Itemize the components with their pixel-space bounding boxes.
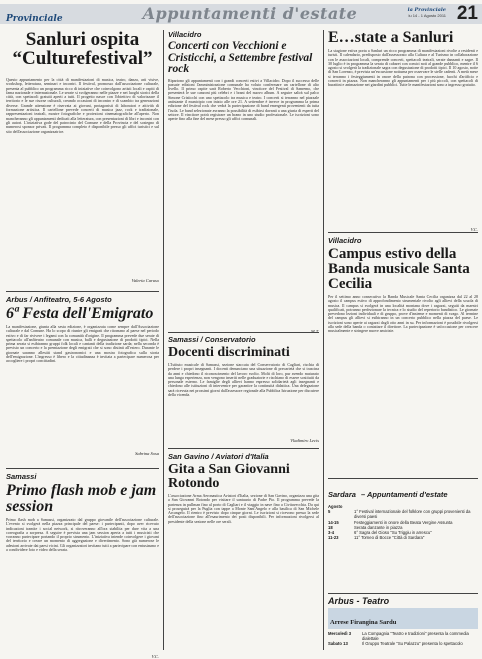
article-body: Per il settimo anno consecutivo la Banda Musicale Santa Cecilia organizza dal 22 al 28 agosto il campus estivo di approfondimento strumentale rivolto agli allievi della scuola di musica. Il campus si svolgerà in una località montana dove i ragazzi, seguiti da maestri qualificati, potranno perfezionare la tecnica e lo studio del repertorio bandistico. Le giornate prevedono lezioni individuali e di gruppo, prove d'insieme e momenti di svago. Al termine del campus gli allievi si esibiranno in un concerto pubblico nella piazza del paese. Le iscrizioni sono aperte ai ragazzi dagli otto anni in su. Per informazioni è possibile rivolgersi alla sede della banda o contattare il direttore. La partecipazione è un'occasione per crescere musicalmente e stringere nuove amicizie. [328,295,478,334]
section-title: Appuntamenti d'estate [142,4,358,23]
listing-row: 14-15 Festeggiamenti in onore della Beata Vergine Assunta [328,519,453,525]
listing-row: 11-23 11° Torneo di Bocce "Città di Sardara" [328,535,425,541]
listing-row: Agosto [328,504,343,509]
article-kicker: San Gavino / Aviatori d'Italia [168,452,269,461]
listing-sardara [328,482,478,582]
article-signature: Valeria Caruso [131,278,159,283]
listing-kicker: Arbus - Teatro [328,596,390,606]
article-title: Campus estivo della Banda musicale Santa Cecilia [328,246,470,292]
article-gita-san-giovanni [168,452,319,652]
listing-row: Mercoledì 3 La Compagnia "Teatro e tradizioni" presenta la commedia dialettale [328,631,469,642]
listing-separator: – [361,490,368,499]
article-body: La manifestazione, giunta alla sesta edizione, è organizzata come sempre dall'Associazione culturale e dal Comune. Ha lo scopo di riunire gli emigrati che ritornano al paese nel periodo estivo e di far rivivere i legami con la comunità d'origine. Il programma prevede due serate di spettacolo all'anfiteatro comunale con musica, balli e degustazione di prodotti tipici. Nella prima serata si esibiranno gruppi folk locali e cantanti della tradizione sarda; nella seconda è previsto un concerto e la premiazione degli emigrati che si sono distinti all'estero. Durante le giornate saranno allestiti stand gastronomici e una mostra fotografica sulla storia dell'emigrazione. L'ingresso è libero e la cittadinanza è invitata a partecipare numerosa per accogliere i propri concittadini. [6,325,159,364]
article-festa-emigrato [6,295,159,465]
article-divider [328,478,478,479]
article-body: Questo appuntamento per la città di manifestazioni di musica, teatro, danza, arti visive, workshop, letteratura, seminari e incontri. Il festival, promosso dall'associazione culturale, presenta al pubblico un programma ricco di iniziative che coinvolgono artisti locali e ospiti di fama nazionale e internazionale. Le serate si svolgeranno nelle piazze e nei luoghi storici della città, con spettacoli gratuiti aperti a tutti. Il progetto nasce con l'obiettivo di valorizzare il territorio e le sue risorse culturali, creando occasioni di incontro e di scambio tra generazioni diverse. Grande attenzione è riservata ai giovani, protagonisti di laboratori e attività di formazione artistica. Il cartellone prevede concerti di musica jazz, rock e tradizionale, rappresentazioni teatrali, mostre fotografiche e proiezioni cinematografiche all'aperto. Non mancheranno gli appuntamenti dedicati alla letteratura, con presentazioni di libri e incontri con gli autori. L'iniziativa gode del patrocinio del Comune e della Provincia e del sostegno di numerosi sponsor privati. Il programma completo è disponibile presso gli uffici turistici e sul sito dell'associazione organizzatrice. [6,78,159,134]
article-divider [168,448,319,449]
header-brand-sub: la Provinciale [407,7,446,13]
listing-row: 3-4 6° Sagra del Gioso "Su Triggiu in arrescu" [328,530,432,536]
article-signature: V.C. [470,227,478,232]
article-body: Primo flash mob a Samassi, organizzato dal gruppo giovanile dell'associazione culturale. L'evento si svolgerà nella piazza principale del paese: i partecipanti, dopo aver ricevuto indicazioni tramite i social network, si ritroveranno all'ora stabilita per dare vita a una coreografia a sorpresa. A seguire è prevista una jam session aperta a tutti i musicisti che vorranno partecipare portando il proprio strumento. L'iniziativa intende coinvolgere i giovani del territorio e creare un momento di aggregazione e divertimento. Sono già numerose le adesioni arrivate dai paesi vicini. Gli organizzatori invitano tutti a partecipare con entusiasmo e a condividere foto e video della serata. [6,518,159,553]
article-divider [328,593,478,594]
listing-title-bar [328,608,478,629]
column-divider [323,30,324,650]
article-campus-banda [328,236,478,476]
brand-logo [6,6,106,22]
article-concerti-villacidro [168,30,319,334]
article-kicker: Villacidro [168,30,202,39]
article-kicker: Samassi / Conservatorio [168,335,256,344]
page-header [0,0,482,26]
column-divider [163,30,164,650]
header-date: lu 14 - 1 Agosto 2011 [408,13,446,18]
article-divider [168,332,319,333]
article-docenti-discriminati [168,335,319,445]
listing-arbus-teatro [328,596,478,652]
listing-kicker: Sardara [328,490,356,499]
article-title: Docenti discriminati [168,345,290,360]
listing-row: 5 1° Festival internazionale del folklore con gruppi provenienti da diversi paesi [328,509,471,520]
listing-title: Appuntamenti d'estate [367,490,448,499]
listing-row: 18 Serata danzante in piazza [328,524,403,530]
article-kicker: Samassi [6,472,37,481]
article-body: L'Istituto musicale di Samassi, sezione staccata del Conservatorio di Cagliari, rischia di perdere i propri insegnanti. I docenti denunciano una situazione di precarietà che si trascina da anni e chiedono il riconoscimento del lavoro svolto. Molti di loro, pur avendo maturato una lunga esperienza, non vengono inseriti nelle graduatorie e rischiano di essere sostituiti da personale esterno. Le famiglie degli allievi hanno espresso solidarietà agli insegnanti e chiedono alle istituzioni di intervenire per garantire la continuità didattica. Una delegazione sarà ricevuta nei prossimi giorni dall'assessore regionale alla Pubblica Istruzione per discutere della vicenda. [168,363,319,398]
article-title: Concerti con Vecchioni e Cristicchi, a Settembre festival rock [168,40,313,75]
header-meta [386,7,446,18]
article-signature: V.C. [151,654,159,659]
article-title: E…state a Sanluri [328,29,454,46]
listing-row: Sabato 13 Il Gruppo Teatrale "Su Palazzu" presenta lo spettacolo [328,641,463,647]
article-kicker: Arbus / Anfiteatro, 5-6 Agosto [6,295,112,304]
article-title: Gita a San Giovanni Rotondo [168,462,290,491]
listing-title: Arrese Firangina Sardu [330,619,397,626]
article-signature: M.T. [310,328,319,334]
article-body: La stagione estiva porta a Sanluri un ricco programma di manifestazioni rivolte a residenti e turisti. Il calendario, predisposto dall'assessorato alla Cultura e al Turismo in collaborazione con le associazioni locali, comprende concerti, spettacoli teatrali, serate danzanti e sagre. Il 30 luglio è in programma la serata di cabaret con comici noti al grande pubblico, mentre il 6 agosto si svolgerà la tradizionale sagra con degustazione di prodotti tipici. Il 10 agosto, notte di San Lorenzo, è prevista un'escursione notturna per osservare le stelle cadenti. A metà mese si terranno i festeggiamenti in onore della patrona con processione, fuochi d'artificio e concerti in piazza. Non mancheranno gli appuntamenti per i più piccoli, con spettacoli di burattini e animazione nei giardini pubblici. Tutte le manifestazioni sono a ingresso gratuito. [328,49,478,88]
listing-rows [328,504,478,540]
article-flash-mob [6,472,159,659]
article-divider [328,232,478,233]
brand-name: Provinciale [6,14,63,24]
article-signature: Vladimiro Lecis [290,438,319,443]
article-title: Primo flash mob e jam session [6,482,157,515]
article-body: Ripartono gli appuntamenti con i grandi concerti estivi a Villacidro. Dopo il successo delle passate edizioni l'amministrazione comunale ha voluto confermare un cartellone di alto livello. Il primo ospite sarà Roberto Vecchioni, vincitore del Festival di Sanremo, che presenterà le sue canzoni più celebri e i brani del nuovo album. A seguire salirà sul palco Simone Cristicchi con uno spettacolo tra musica e teatro. I concerti si terranno nel piazzale antistante il municipio con inizio alle ore 21. A settembre è invece in programma la prima edizione del festival rock che vedrà la partecipazione di band emergenti provenienti da tutta l'isola. Le band selezionate avranno la possibilità di esibirsi davanti a una giuria di esperti del settore. Il vincitore potrà registrare un brano in uno studio professionale. Le iscrizioni sono aperte fino alla fine del mese presso gli uffici comunali. [168,78,319,122]
article-divider [6,468,159,469]
article-kicker: Villacidro [328,236,362,245]
article-body: L'associazione Arma Aeronautica Aviatori d'Italia, sezione di San Gavino, organizza una gita a San Giovanni Rotondo per visitare il santuario di Padre Pio. Il programma prevede la partenza in pullman fino al porto di Cagliari e il viaggio in nave fino a Civitavecchia. Da qui si proseguirà per la Puglia con tappe a Monte Sant'Angelo e alla basilica di San Michele Arcangelo. Il rientro è previsto dopo cinque giorni. Le iscrizioni si ricevono presso la sede dell'associazione fino all'esaurimento dei posti disponibili. Per informazioni rivolgersi al presidente della sezione nelle ore serali. [168,494,319,524]
page-number: 21 [456,3,478,24]
article-title: Sanluri ospita “Culturefestival” [12,29,153,69]
article-title: 6ª Festa dell'Emigrato [6,305,154,322]
article-sanluri-culturefestival [6,30,159,288]
article-signature: Sabrina Sosa [135,451,159,456]
article-estate-sanluri [328,30,478,230]
article-divider [6,291,159,292]
